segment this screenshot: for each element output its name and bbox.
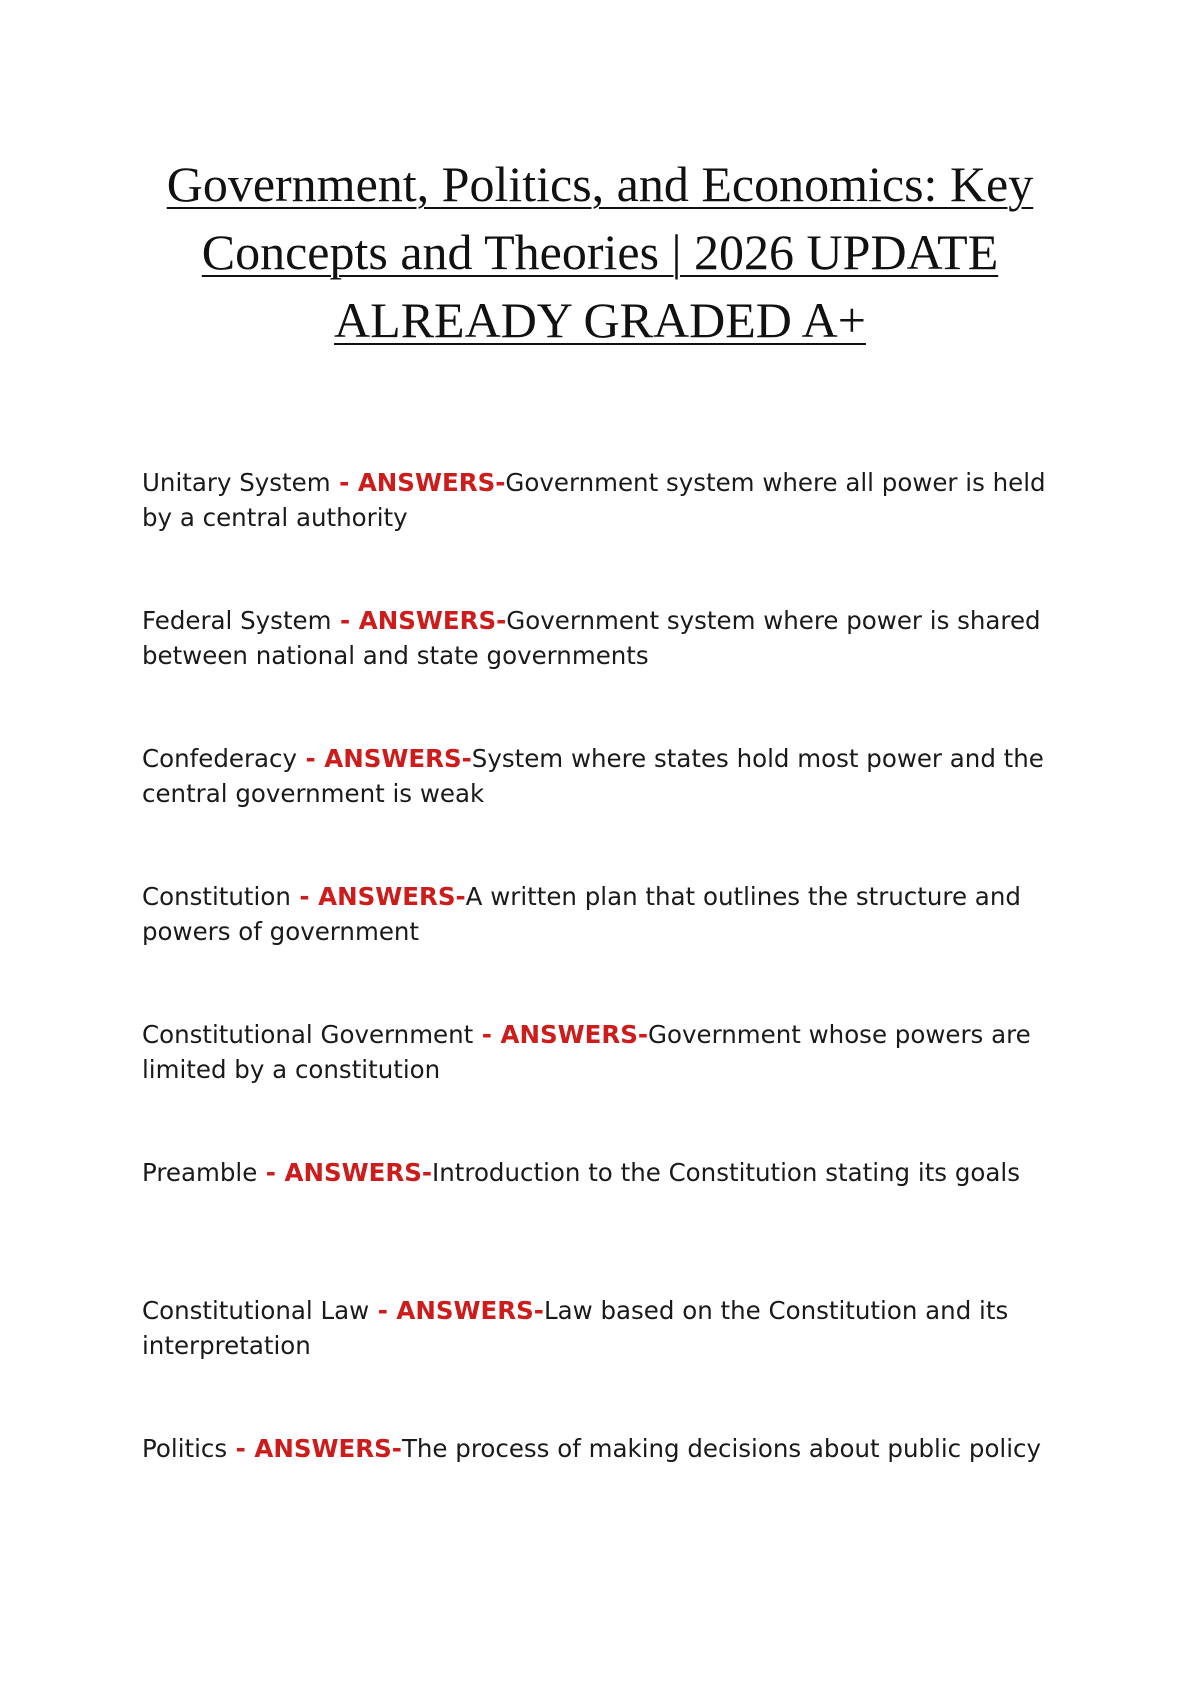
entry-answer: A written plan that outlines the structure and powers of government	[142, 882, 1021, 946]
document-title	[150, 150, 1050, 354]
answers-separator: - ANSWERS-	[369, 1296, 544, 1325]
entry-term: Constitutional Law	[142, 1296, 370, 1325]
entry-term: Preamble	[142, 1158, 258, 1187]
entry-answer: Introduction to the Constitution stating its goals	[432, 1158, 1020, 1187]
list-item	[142, 879, 1072, 1017]
entry-term: Confederacy	[142, 744, 298, 773]
entry-term: Politics	[142, 1434, 228, 1463]
entry-answer: Law based on the Constitution and its interpretation	[142, 1296, 1009, 1360]
entry-term: Constitution	[142, 882, 291, 911]
answers-separator: - ANSWERS-	[297, 744, 472, 773]
answers-separator: - ANSWERS-	[473, 1020, 649, 1049]
answers-separator: - ANSWERS-	[330, 468, 506, 497]
document-title-text: Government, Politics, and Economics: Key Concepts and Theories | 2026 UPDATE ALREADY GRADED A+	[166, 156, 1034, 348]
answers-separator: - ANSWERS-	[257, 1158, 433, 1187]
entry-answer: Government whose powers are limited by a constitution	[142, 1020, 1031, 1084]
entry-answer: System where states hold most power and the central government is weak	[142, 744, 1044, 808]
entry-term: Constitutional Government	[142, 1020, 474, 1049]
entry-list	[142, 465, 1072, 1569]
entry-term: Unitary System	[142, 468, 331, 497]
answers-separator: - ANSWERS-	[227, 1434, 402, 1463]
entry-answer: The process of making decisions about public policy	[401, 1434, 1042, 1463]
list-item	[142, 1155, 1072, 1293]
list-item	[142, 465, 1072, 603]
list-item	[142, 1431, 1072, 1569]
list-item	[142, 1017, 1072, 1155]
answers-separator: - ANSWERS-	[331, 606, 507, 635]
list-item	[142, 1293, 1072, 1431]
entry-answer: Government system where power is shared between national and state governments	[142, 606, 1041, 670]
list-item	[142, 603, 1072, 741]
answers-separator: - ANSWERS-	[290, 882, 466, 911]
entry-answer: Government system where all power is held by a central authority	[142, 468, 1046, 532]
list-item	[142, 741, 1072, 879]
entry-term: Federal System	[142, 606, 332, 635]
